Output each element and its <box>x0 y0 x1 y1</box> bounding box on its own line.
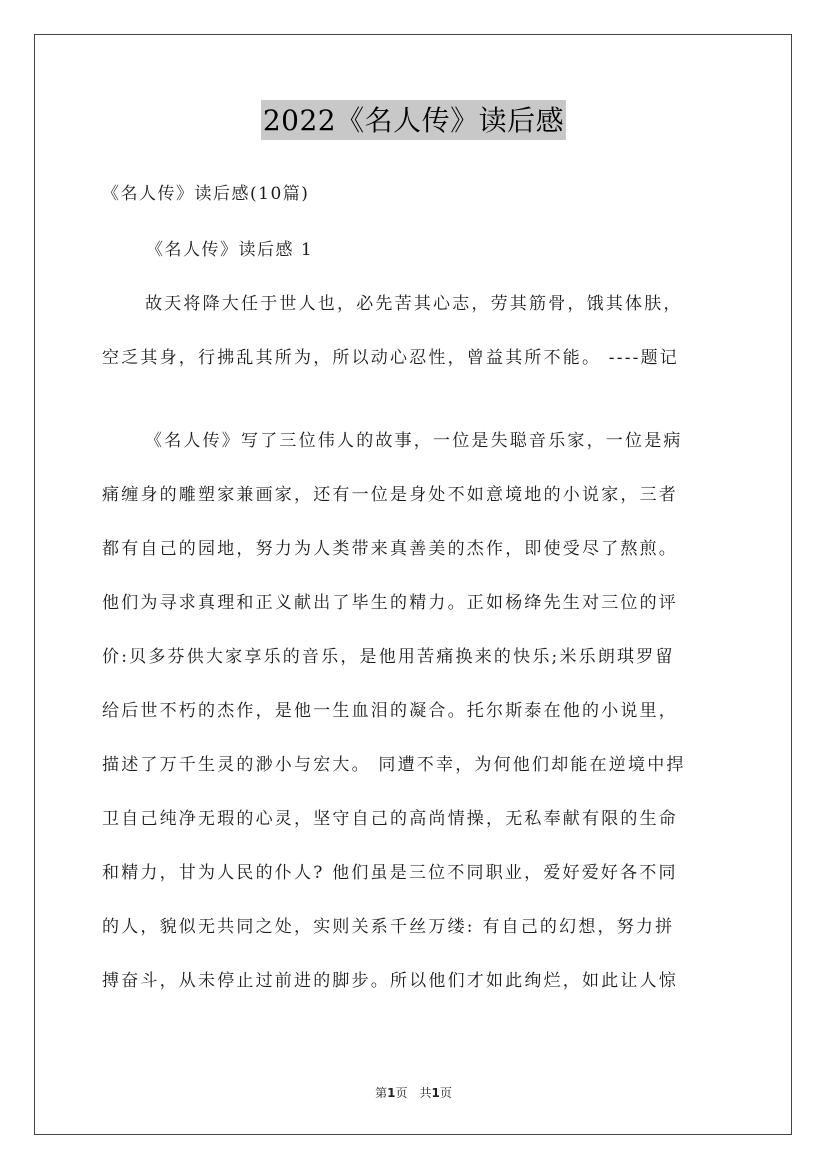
text-line: 卫自己纯净无瑕的心灵，坚守自己的高尚情操，无私奉献有限的生命 <box>102 809 678 829</box>
text-line: 故天将降大任于世人也，必先苦其心志，劳其筋骨，饿其体肤， <box>145 294 683 314</box>
text-line: 的人，貌似无共同之处，实则关系千丝万缕: 有自己的幻想，努力拼 <box>102 917 675 937</box>
document-title: 2022《名人传》读后感 <box>261 100 566 140</box>
document-subtitle: 《名人传》读后感(10篇) <box>102 184 310 204</box>
section-heading: 《名人传》读后感 1 <box>146 240 314 260</box>
text-line: 描述了万千生灵的渺小与宏大。 同遭不幸，为何他们却能在逆境中捍 <box>102 755 686 775</box>
text-line: 价:贝多芬供大家享乐的音乐，是他用苦痛换来的快乐;米乐朗琪罗留 <box>102 647 675 667</box>
paragraph-body <box>102 430 730 1024</box>
footer-page-total: 1 <box>431 1086 440 1100</box>
text-line: 他们为寻求真理和正义献出了毕生的精力。正如杨绛先生对三位的评 <box>102 593 678 613</box>
text-line: 给后世不朽的杰作，是他一生血泪的凝合。托尔斯泰在他的小说里， <box>102 701 678 721</box>
footer-mid: 页 共 <box>395 1086 432 1100</box>
footer-suffix: 页 <box>439 1086 452 1100</box>
text-line: 痛缠身的雕塑家兼画家，还有一位是身处不如意境地的小说家，三者 <box>102 485 678 505</box>
text-line: 都有自己的园地，努力为人类带来真善美的杰作，即使受尽了熬煎。 <box>102 539 678 559</box>
footer-prefix: 第 <box>375 1086 388 1100</box>
title-container <box>0 100 827 140</box>
text-line: 搏奋斗，从未停止过前进的脚步。所以他们才如此绚烂，如此让人惊 <box>102 971 678 991</box>
text-line: 《名人传》写了三位伟人的故事，一位是失聪音乐家，一位是病 <box>145 431 683 451</box>
footer-page-number: 1 <box>387 1086 396 1100</box>
text-line: 空乏其身，行拂乱其所为，所以动心忍性，曾益其所不能。 ----题记 <box>102 348 679 368</box>
text-line: 和精力，甘为人民的仆人? 他们虽是三位不同职业，爱好爱好各不同 <box>102 863 678 883</box>
page-footer <box>0 1084 827 1101</box>
paragraph-epigraph <box>102 293 730 401</box>
